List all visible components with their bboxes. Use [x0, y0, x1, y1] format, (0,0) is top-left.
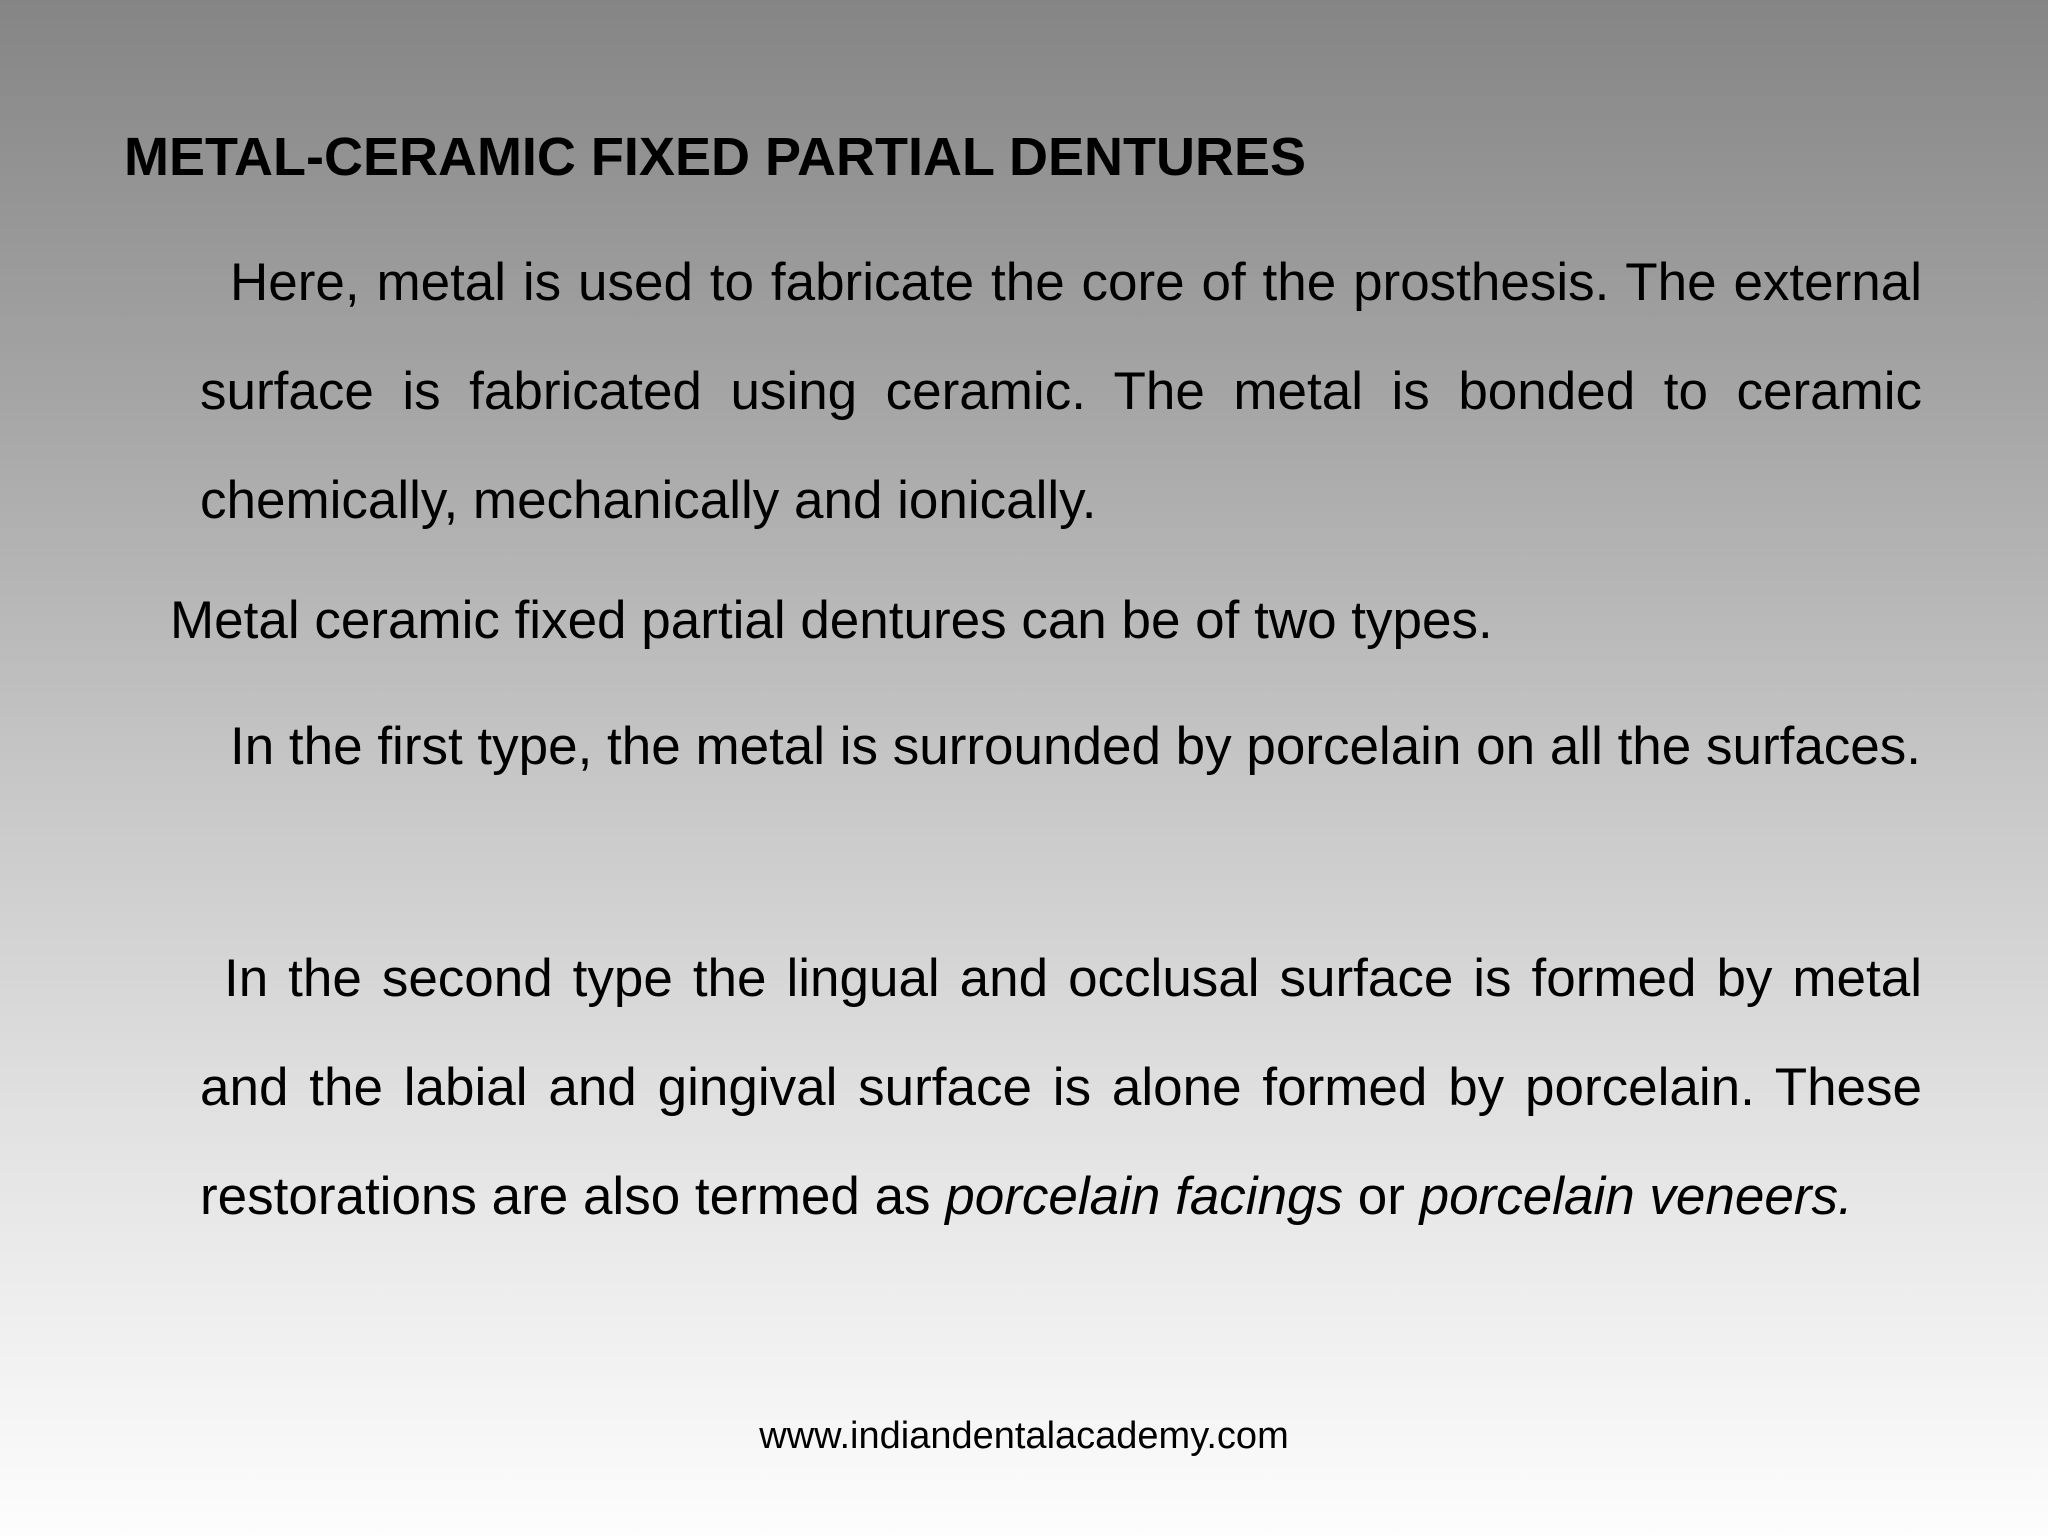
paragraph-second-type	[200, 924, 1922, 1251]
term-porcelain-veneers: porcelain veneers.	[1419, 1167, 1853, 1226]
paragraph-first-type: In the first type, the metal is surrounded by porcelain on all the surfaces.	[230, 717, 1922, 776]
slide-title: METAL-CERAMIC FIXED PARTIAL DENTURES	[124, 127, 1306, 187]
second-type-description: In the second type the lingual and occlusal surface is formed by metal and the labial and gingival surface is alone formed by porcelain. These restorations are also termed as	[200, 949, 1922, 1226]
paragraph-two-types: Metal ceramic fixed partial dentures can be of two types.	[170, 591, 1493, 650]
term-porcelain-facings: porcelain facings	[945, 1167, 1344, 1226]
paragraph-metal-core: Here, metal is used to fabricate the core of the prosthesis. The external surface is fabricated using ceramic. The metal is bonded to ceramic chemically, mechanically and ionically.	[200, 253, 1922, 530]
footer-website: www.indiandentalacademy.com	[759, 1415, 1289, 1457]
term-connector: or	[1343, 1167, 1420, 1226]
